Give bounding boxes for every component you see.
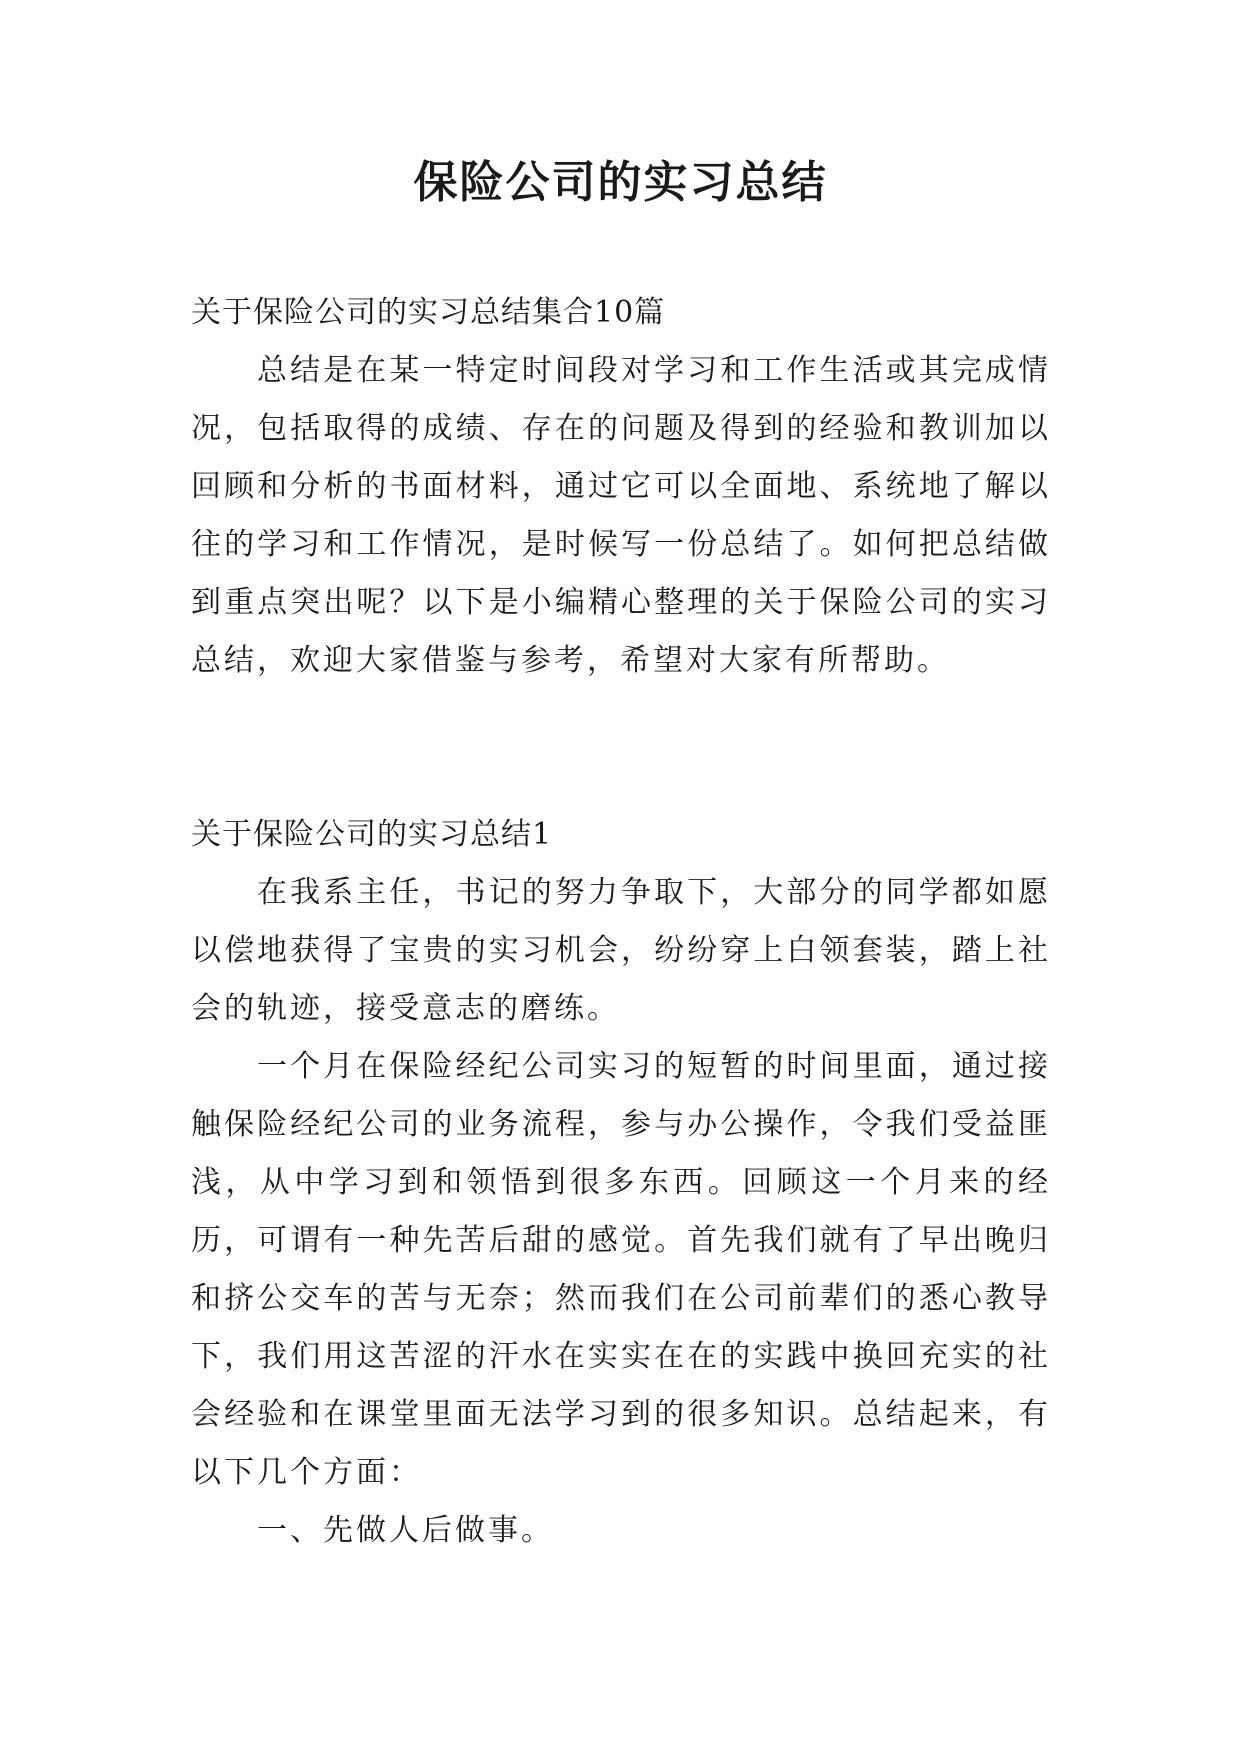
intro-heading: 关于保险公司的实习总结集合10篇	[191, 295, 666, 330]
document-title: 保险公司的实习总结	[413, 157, 828, 208]
section-1-paragraph-2: 一个月在保险经纪公司实习的短暂的时间里面，通过接触保险经纪公司的业务流程，参与办公操作，令我们受益匪浅，从中学习到和领悟到很多东西。回顾这一个月来的经历，可谓有一种先苦后甜的感觉。首先我们就有了早出晚归和挤公交车的苦与无奈；然而我们在公司前辈们的悉心教导下，我们用这苦涩的汗水在实实在在的实践中换回充实的社会经验和在课堂里面无法学习到的很多知识。总结起来，有以下几个方面：	[191, 1049, 1051, 1490]
section-1-heading: 关于保险公司的实习总结1	[191, 817, 553, 852]
intro-paragraph: 总结是在某一特定时间段对学习和工作生活或其完成情况，包括取得的成绩、存在的问题及得到的经验和教训加以回顾和分析的书面材料，通过它可以全面地、系统地了解以往的学习和工作情况，是时候写一份总结了。如何把总结做到重点突出呢？以下是小编精心整理的关于保险公司的实习总结，欢迎大家借鉴与参考，希望对大家有所帮助。	[191, 353, 1051, 678]
section-1-paragraph-1: 在我系主任，书记的努力争取下，大部分的同学都如愿以偿地获得了宝贵的实习机会，纷纷穿上白领套装，踏上社会的轨迹，接受意志的磨练。	[191, 875, 1051, 1026]
section-spacer	[191, 690, 1051, 806]
section-1-paragraph-3: 一、先做人后做事。	[257, 1513, 554, 1548]
document-body	[191, 284, 1051, 1560]
